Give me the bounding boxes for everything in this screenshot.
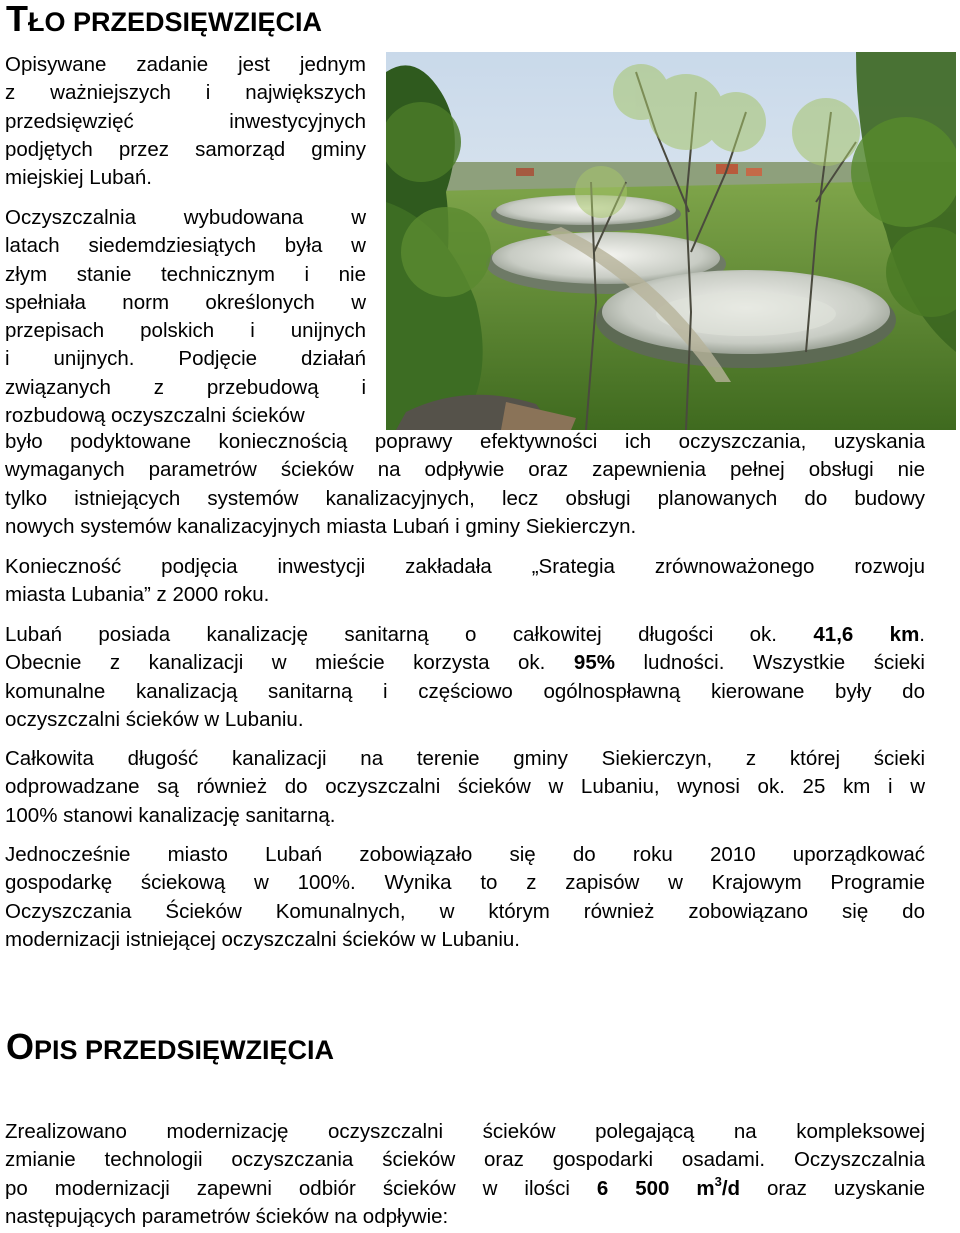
paragraph-sewerage-siekierczyn — [5, 745, 925, 830]
text-run: Lubań posiada kanalizację sanitarną o całkowitej długości ok. — [5, 623, 814, 646]
text-line: Jednocześnie miasto Lubań zobowiązało się do roku 2010 uporządkować — [5, 843, 925, 866]
text-line: podjętych przez samorząd gminy — [5, 137, 366, 161]
capacity-exponent: 3 — [714, 1173, 722, 1189]
text-line: następujących parametrów ścieków na odpływie: — [5, 1204, 449, 1228]
text-line: oczyszczalni ścieków w Lubaniu. — [5, 707, 304, 731]
text-line: nowych systemów kanalizacyjnych miasta Lubań i gminy Siekierczyn. — [5, 514, 637, 538]
paragraph-modernization — [5, 1118, 925, 1231]
capacity-unit: /d — [721, 1176, 741, 1200]
capacity-number: 6 500 m — [596, 1176, 715, 1200]
text-line: miejskiej Lubań. — [5, 166, 152, 190]
heading-text: PIS PRZEDSIĘWZIĘCIA — [34, 1035, 335, 1065]
text-line — [5, 649, 925, 677]
text-line: Opisywane zadanie jest jednym — [5, 53, 366, 76]
paragraph-strategy — [5, 553, 925, 610]
text-run: ludności. Wszystkie ścieki — [614, 651, 925, 675]
text-run: oraz uzyskanie — [740, 1176, 925, 1200]
text-line — [5, 1175, 925, 1203]
text-line: miasta Lubania” z 2000 roku. — [5, 583, 270, 607]
text-run: po modernizacji zapewni odbiór ścieków w ilości — [5, 1176, 597, 1200]
capacity-value — [596, 1173, 741, 1200]
paragraph-sewerage-luban — [5, 621, 925, 734]
paragraph-intro — [5, 51, 366, 192]
text-line: było podyktowane koniecznością poprawy efektywności ich oczyszczania, uzyskania — [5, 430, 925, 453]
text-line: przedsięwzięć inwestycyjnych — [5, 109, 366, 133]
heading-text: ŁO PRZEDSIĘWZIĘCIA — [28, 7, 323, 37]
text-line: gospodarkę ściekową w 100%. Wynika to z zapisów w Krajowym Programie — [5, 871, 925, 895]
text-line: tylko istniejących systemów kanalizacyjnych, lecz obsługi planowanych do budowy — [5, 486, 925, 510]
text-line: Oczyszczalnia wybudowana w — [5, 206, 366, 229]
text-line: Całkowita długość kanalizacji na terenie gminy Siekierczyn, z której ścieki — [5, 747, 925, 770]
text-line: spełniała norm określonych w — [5, 290, 366, 314]
text-line: wymaganych parametrów ścieków na odpływie oraz zapewnienia pełnej obsługi nie — [5, 458, 925, 482]
text-line: Konieczność podjęcia inwestycji zakładała „Srategia zrównoważonego rozwoju — [5, 555, 925, 578]
heading-initial: O — [6, 1026, 35, 1067]
text-run: . — [919, 623, 925, 646]
paragraph-plant-condition-continued — [5, 428, 925, 541]
text-line: Zrealizowano modernizację oczyszczalni ścieków polegającą na kompleksowej — [5, 1120, 925, 1143]
text-line: Oczyszczania Ścieków Komunalnych, w którym również zobowiązano się do — [5, 899, 925, 923]
text-line: komunalne kanalizacją sanitarną i częściowo ogólnospławną kierowane były do — [5, 679, 925, 703]
text-line: przepisach polskich i unijnych — [5, 319, 366, 343]
section-heading-description — [6, 1026, 334, 1068]
paragraph-obligation — [5, 841, 925, 954]
text-line: i unijnych. Podjęcie działań — [5, 347, 366, 371]
text-line: złym stanie technicznym i nie — [5, 262, 366, 286]
wastewater-plant-photo — [386, 52, 956, 430]
text-line: odprowadzane są również do oczyszczalni ścieków w Lubaniu, wynosi ok. 25 km i w — [5, 775, 925, 799]
text-line — [5, 621, 925, 649]
text-run: Obecnie z kanalizacji w mieście korzysta ok. — [5, 651, 574, 675]
text-line: modernizacji istniejącej oczyszczalni ścieków w Lubaniu. — [5, 927, 521, 951]
text-line: rozbudową oczyszczalni ścieków — [5, 404, 305, 428]
section-heading-background — [6, 0, 322, 40]
text-line: 100% stanowi kanalizację sanitarną. — [5, 803, 336, 827]
population-share-value: 95% — [573, 651, 615, 675]
text-line: z ważniejszych i największych — [5, 81, 366, 105]
heading-initial: T — [6, 0, 28, 39]
text-line: zmianie technologii oczyszczania ścieków oraz gospodarki osadami. Oczyszczalnia — [5, 1148, 925, 1172]
sewer-length-value: 41,6 km — [813, 623, 920, 646]
text-line: latach siedemdziesiątych była w — [5, 234, 366, 258]
paragraph-plant-condition — [5, 204, 366, 430]
text-line: związanych z przebudową i — [5, 375, 366, 399]
